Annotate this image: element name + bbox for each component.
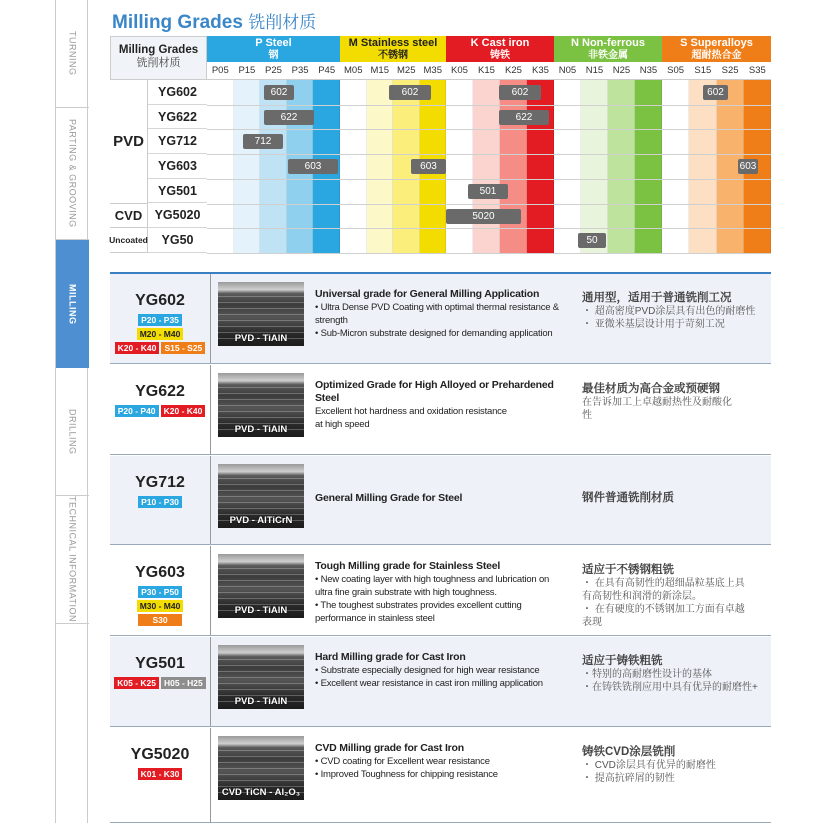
grade-chip: P20 - P35	[138, 314, 182, 326]
micrograph-texture	[218, 320, 304, 321]
tab-parting-grooving[interactable]: PARTING & GROOVING	[56, 108, 89, 240]
description-line: • CVD coating for Excellent wear resistance	[315, 756, 490, 767]
grade-chips	[110, 496, 210, 508]
description-line-cn: ・ 超高密度PVD涂层具有出色的耐磨性	[582, 306, 756, 317]
grade-range-bar: 602	[499, 85, 541, 100]
micrograph-texture	[218, 314, 304, 315]
product-description-cn	[582, 746, 768, 785]
subgroup-label: M35	[423, 65, 442, 76]
grade-range-bar: 603	[288, 159, 338, 174]
micrograph-texture	[218, 296, 304, 297]
product-row	[110, 728, 771, 823]
description-title: General Milling Grade for Steel	[315, 492, 463, 504]
grade-chip: K20 - K40	[161, 405, 206, 417]
coating-label: PVD - TiAlN	[234, 424, 288, 435]
description-title-cn: 铸铁CVD涂层铣削	[582, 746, 676, 758]
description-line: • Ultra Dense PVD Coating with optimal thermal resistance &	[315, 302, 559, 313]
grade-chip: P20 - P40	[115, 405, 159, 417]
grade-chip: M30 - M40	[137, 600, 184, 612]
coating-label: PVD - TiAlN	[234, 333, 288, 344]
grade-column	[500, 80, 527, 253]
tab-milling[interactable]: MILLING	[56, 240, 89, 368]
description-title: Tough Milling grade for Stainless Steel	[315, 560, 501, 572]
micrograph-texture	[218, 574, 304, 575]
description-line: • Excellent wear resistance in cast iron milling application	[315, 678, 543, 689]
micrograph-texture	[218, 405, 304, 406]
micrograph-texture	[218, 478, 304, 479]
product-description	[315, 560, 570, 625]
description-line-cn: ・ 提高抗碎屑的韧性	[582, 773, 675, 784]
subgroup-label: S25	[721, 65, 739, 76]
product-name: YG5020	[130, 746, 190, 763]
micrograph-texture	[218, 308, 304, 309]
grade-range-bar: 602	[264, 85, 294, 100]
grade-chips	[110, 768, 210, 780]
micrograph-texture	[218, 302, 304, 303]
subgroup-label: P35	[291, 65, 309, 76]
coating-group-label: Uncoated	[110, 228, 148, 253]
subgroup-label: S05	[667, 65, 685, 76]
micrograph-texture	[218, 768, 304, 769]
grade-row-label: YG603	[148, 154, 207, 179]
description-line-cn: 性	[582, 410, 592, 421]
subgroup-label: S15	[694, 65, 712, 76]
grade-range-bar: 622	[499, 110, 549, 125]
coating-micrograph	[218, 464, 304, 528]
product-name-cell	[110, 728, 211, 822]
description-title-cn: 通用型，适用于普通铣削工况	[582, 292, 732, 304]
group-name: M Stainless steel	[348, 37, 438, 49]
micrograph-texture	[218, 502, 304, 503]
group-name-cn: 铸铁	[490, 50, 510, 61]
group-header	[554, 36, 662, 62]
micrograph-texture	[218, 750, 304, 751]
row-line	[207, 105, 771, 106]
micrograph-texture	[218, 756, 304, 757]
grade-column	[635, 80, 662, 253]
micrograph-texture	[218, 683, 304, 684]
group-name: N Non-ferrous	[571, 37, 645, 49]
description-title: Universal grade for General Milling Application	[315, 288, 540, 300]
tab-drilling[interactable]: DRILLING	[56, 368, 89, 496]
description-line: • New coating layer with high toughness and lubrication on	[315, 574, 550, 585]
subgroup-label: N05	[558, 65, 577, 76]
grade-column	[581, 80, 608, 253]
grade-chip: S15 - S25	[161, 342, 205, 354]
product-name: YG602	[135, 292, 185, 309]
description-line: Excellent hot hardness and oxidation resistance	[315, 406, 507, 417]
grade-column	[234, 80, 261, 253]
subgroup-label: M05	[344, 65, 363, 76]
grade-range-bar: 501	[468, 184, 508, 199]
group-subheader	[446, 62, 554, 80]
product-row	[110, 456, 771, 545]
grade-range-bar: 603	[411, 159, 446, 174]
group-name-cn: 超耐热合金	[691, 50, 742, 61]
subgroup-label: K05	[451, 65, 468, 76]
group-name-cn: 不锈钢	[378, 50, 408, 61]
description-line-cn: ・在铸铁铣削应用中具有优异的耐磨性+	[582, 682, 758, 693]
product-row	[110, 637, 771, 727]
coating-label: PVD - AlTiCrN	[229, 515, 293, 526]
coating-label: PVD - TiAlN	[234, 605, 288, 616]
group-name: K Cast iron	[470, 37, 530, 49]
grade-chip: P10 - P30	[138, 496, 182, 508]
micrograph-texture	[218, 387, 304, 388]
micrograph-texture	[218, 592, 304, 593]
product-description-cn	[582, 492, 768, 505]
grade-row-label: YG602	[148, 80, 207, 105]
group-header	[340, 36, 446, 62]
product-description	[315, 651, 570, 690]
product-row	[110, 365, 771, 455]
grade-range-bar: 622	[264, 110, 314, 125]
grade-range-bar: 603	[739, 161, 757, 173]
subgroup-label: M25	[397, 65, 416, 76]
grade-column	[527, 80, 554, 253]
product-name-cell	[110, 456, 211, 544]
micrograph-texture	[218, 484, 304, 485]
grade-range-bar: 602	[703, 85, 728, 100]
coating-micrograph	[218, 645, 304, 709]
product-row	[110, 546, 771, 636]
group-subheader	[662, 62, 771, 80]
product-name-cell	[110, 546, 211, 635]
subgroup-label: N15	[585, 65, 604, 76]
grade-column	[446, 80, 473, 253]
micrograph-texture	[218, 411, 304, 412]
grade-range-bar: 50	[578, 233, 606, 248]
coating-label: PVD - TiAlN	[234, 696, 288, 707]
product-description-cn	[582, 383, 768, 422]
grade-chip: K20 - K40	[115, 342, 160, 354]
description-line-cn: ・ 在有硬度的不锈钢加工方面有卓越	[582, 604, 745, 615]
row-line	[207, 154, 771, 155]
grade-chips	[110, 677, 210, 689]
description-line-cn: ・ CVD涂层具有优异的耐磨性	[582, 760, 716, 771]
description-line-cn: 有高韧性和润滑的新涂层。	[582, 591, 702, 602]
micrograph-texture	[218, 762, 304, 763]
subgroup-label: P05	[211, 65, 229, 76]
group-name-cn: 非铁金属	[588, 50, 628, 61]
product-description	[315, 288, 570, 340]
grade-row-label: YG50	[148, 228, 207, 253]
micrograph-texture	[218, 774, 304, 775]
grade-range-bar: 5020	[446, 209, 521, 224]
subgroup-label: M15	[370, 65, 389, 76]
grade-column	[689, 80, 716, 253]
group-subheader	[207, 62, 340, 80]
group-header	[662, 36, 771, 62]
micrograph-texture	[218, 598, 304, 599]
group-subheader	[554, 62, 662, 80]
grade-range-bar: 602	[389, 85, 431, 100]
group-name: P Steel	[255, 37, 292, 49]
group-name: S Superalloys	[680, 37, 753, 49]
description-title-cn: 适应于铸铁粗铣	[582, 655, 663, 667]
description-line-cn: 表现	[582, 617, 602, 628]
product-description	[315, 379, 570, 431]
description-line: performance in stainless steel	[315, 613, 435, 624]
section-sidebar	[55, 0, 88, 823]
grade-column	[662, 80, 689, 253]
description-title-cn: 最佳材质为高合金或预硬钢	[582, 383, 720, 395]
micrograph-texture	[218, 580, 304, 581]
micrograph-texture	[218, 780, 304, 781]
grade-chips	[110, 586, 210, 626]
micrograph-texture	[218, 671, 304, 672]
micrograph-texture	[218, 490, 304, 491]
product-name-cell	[110, 365, 211, 454]
description-line: at high speed	[315, 419, 370, 430]
description-line: • The toughest substrates provides excellent cutting	[315, 600, 522, 611]
subgroup-label: P15	[238, 65, 256, 76]
coating-micrograph	[218, 736, 304, 800]
description-line-cn: 在告诉加工上卓越耐热性及耐酸化	[582, 397, 732, 408]
micrograph-texture	[218, 399, 304, 400]
micrograph-texture	[218, 326, 304, 327]
grade-column	[367, 80, 394, 253]
grade-chip: M20 - M40	[137, 328, 184, 340]
product-name-cell	[110, 274, 211, 363]
micrograph-texture	[218, 568, 304, 569]
micrograph-texture	[218, 508, 304, 509]
row-line	[207, 179, 771, 180]
subgroup-label: P25	[265, 65, 282, 76]
grade-column	[207, 80, 234, 253]
group-header	[207, 36, 340, 62]
micrograph-texture	[218, 665, 304, 666]
grade-row-label: YG5020	[148, 204, 207, 229]
grade-range-bar: 712	[243, 134, 283, 149]
grade-column	[260, 80, 287, 253]
description-line: ultra fine grain substrate with high toughness.	[315, 587, 497, 598]
product-name: YG501	[135, 655, 185, 672]
product-description	[315, 742, 570, 781]
group-name-cn: 钢	[268, 50, 279, 61]
coating-label: CVD TiCN - Al₂O₃	[221, 787, 301, 798]
grade-chip: S30	[138, 614, 182, 626]
group-header	[446, 36, 554, 62]
grade-row-label: YG501	[148, 179, 207, 204]
description-line-cn: ・ 亚微米基层设计用于苛刻工况	[582, 319, 725, 330]
micrograph-texture	[218, 417, 304, 418]
description-line: • Substrate especially designed for high wear resistance	[315, 665, 540, 676]
micrograph-texture	[218, 586, 304, 587]
grade-table-header: Milling Grades 铣削材质	[110, 36, 207, 80]
description-title-cn: 钢件普通铣削材质	[582, 492, 674, 504]
micrograph-texture	[218, 496, 304, 497]
product-description-cn	[582, 564, 768, 629]
subgroup-label: K35	[532, 65, 549, 76]
description-line: • Improved Toughness for chipping resistance	[315, 769, 498, 780]
subgroup-label: N25	[612, 65, 631, 76]
product-name: YG712	[135, 474, 185, 491]
product-description-cn	[582, 655, 768, 694]
grade-column	[608, 80, 635, 253]
product-row	[110, 274, 771, 364]
product-description-cn	[582, 292, 768, 331]
micrograph-texture	[218, 393, 304, 394]
description-title-cn: 适应于不锈钢粗铣	[582, 564, 674, 576]
grade-chips	[110, 314, 210, 354]
subgroup-label: K15	[478, 65, 495, 76]
grade-chip: K05 - K25	[114, 677, 159, 689]
coating-micrograph	[218, 282, 304, 346]
grade-column	[340, 80, 367, 253]
product-description	[315, 492, 570, 505]
coating-micrograph	[218, 554, 304, 618]
grade-column	[554, 80, 581, 253]
product-name: YG603	[135, 564, 185, 581]
page-title: Milling Grades 铣削材质	[112, 12, 317, 33]
coating-group-label: CVD	[110, 204, 148, 229]
subgroup-label: P45	[318, 65, 336, 76]
tab-turning[interactable]: TURNING	[56, 0, 89, 108]
coating-group-label: PVD	[110, 80, 148, 204]
product-name: YG622	[135, 383, 185, 400]
description-line: strength	[315, 315, 348, 326]
subgroup-label: K25	[505, 65, 522, 76]
description-title: Optimized Grade for High Alloyed or Prehardened Steel	[315, 379, 554, 404]
grade-chip: K01 - K30	[138, 768, 183, 780]
row-line	[207, 204, 771, 205]
row-line	[207, 253, 771, 254]
tab-technical-information[interactable]: TECHNICAL INFORMATION	[56, 496, 89, 624]
group-subheader	[340, 62, 446, 80]
grade-chip: H05 - H25	[161, 677, 206, 689]
grade-chip: P30 - P50	[138, 586, 182, 598]
grade-column	[473, 80, 500, 253]
subgroup-label: S35	[748, 65, 766, 76]
micrograph-texture	[218, 659, 304, 660]
subgroup-label: N35	[639, 65, 658, 76]
grade-row-label: YG622	[148, 105, 207, 130]
description-title: Hard Milling grade for Cast Iron	[315, 651, 466, 663]
grade-row-label: YG712	[148, 129, 207, 154]
description-title: CVD Milling grade for Cast Iron	[315, 742, 464, 754]
description-line: • Sub-Micron substrate designed for demanding application	[315, 328, 553, 339]
row-line	[207, 129, 771, 130]
row-line	[207, 228, 771, 229]
description-line-cn: ・特别的高耐磨性设计的基体	[582, 669, 712, 680]
micrograph-texture	[218, 677, 304, 678]
grade-chips	[110, 405, 210, 417]
description-line-cn: ・ 在具有高韧性的超细晶粒基底上具	[582, 578, 745, 589]
product-name-cell	[110, 637, 211, 726]
micrograph-texture	[218, 689, 304, 690]
coating-micrograph	[218, 373, 304, 437]
